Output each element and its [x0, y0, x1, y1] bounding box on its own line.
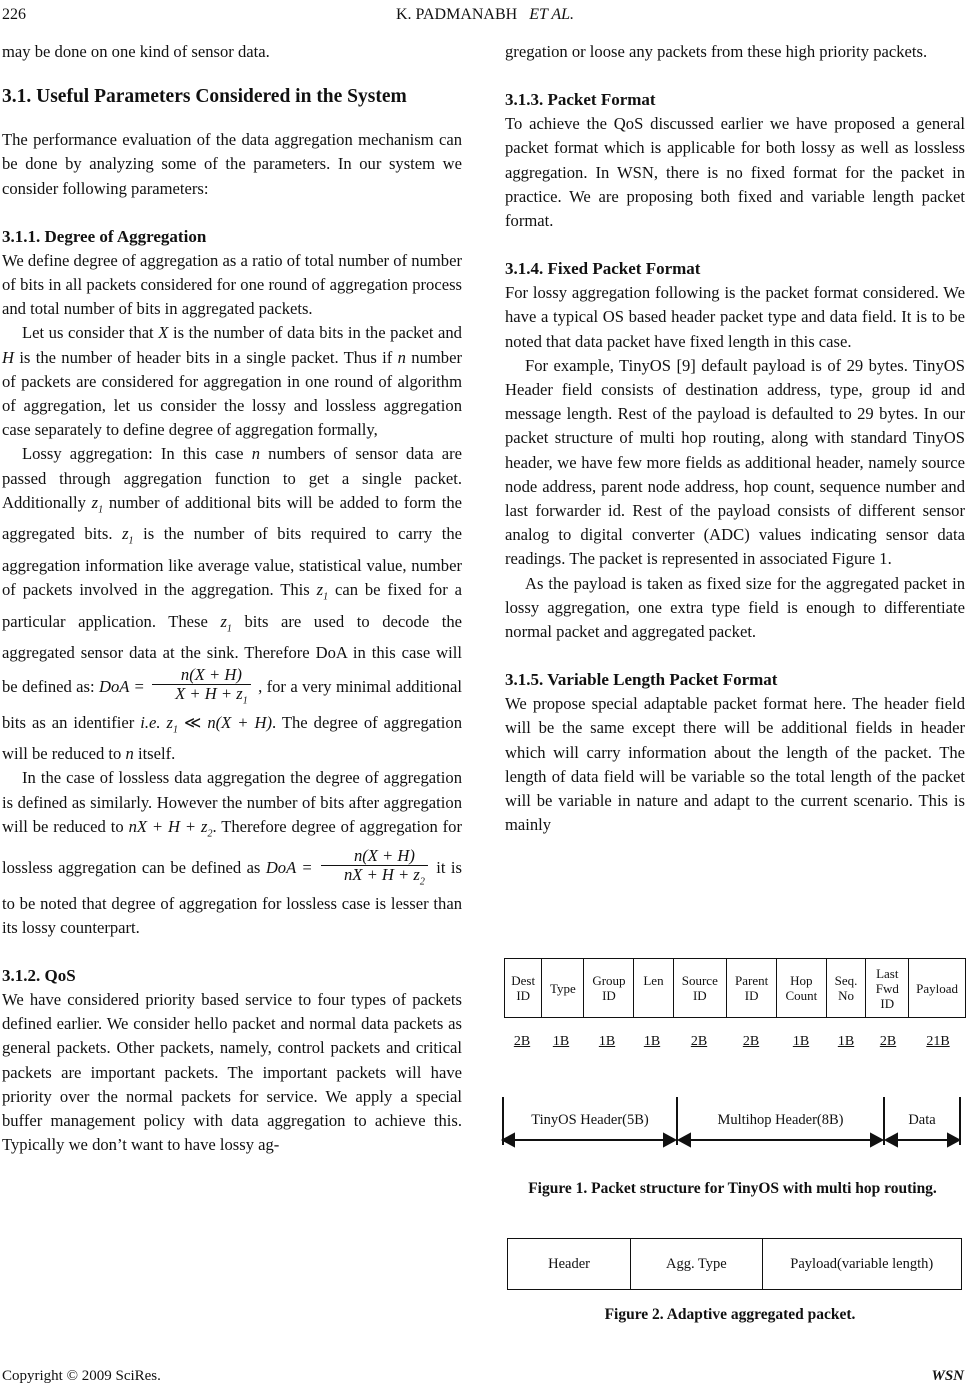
field-size: 2B: [513, 1034, 531, 1049]
field-dest-id: Dest ID: [505, 959, 542, 1018]
section-heading-3-1-4: 3.1.4. Fixed Packet Format: [505, 259, 701, 279]
paragraph: As the payload is taken as fixed size for the aggregated packet in lossy aggregation, one extra type field is enough to differentiate normal packet and aggregated packet.: [505, 573, 965, 642]
continuation-text: may be done on one kind of sensor data.: [2, 42, 270, 61]
multihop-header-label: Multihop Header(8B): [717, 1112, 844, 1128]
right-column: [505, 40, 965, 837]
field-size: 2B: [879, 1034, 897, 1049]
field-hop-count: Hop Count: [777, 959, 827, 1018]
equation-lossy-doa: DoA = $\frac{n(X + H)}{X + H + z_1}$: [99, 677, 258, 696]
field-size: 1B: [643, 1034, 661, 1049]
paragraph: For example, TinyOS [9] default payload is of 29 bytes. TinyOS Header field consists of destination address, type, group id and message length. Rest of the payload is defaulted to 29 bytes. In our packet structure of multi hop routing, along with standard TinyOS header, we have few more fields as additional header, namely source node address, parent node address, hop count, sequence number and last forwarder id. Rest of the payload consists of different sensor analog to digital converter (ADC) values indicating sensor data readings. The packet is represented in associated Figure 1.: [505, 355, 965, 569]
journal-name: WSN: [931, 1368, 964, 1384]
copyright-notice: Copyright © 2009 SciRes.: [2, 1368, 161, 1384]
section-heading-3-1: 3.1. Useful Parameters Considered in the System: [2, 86, 407, 108]
paragraph: The performance evaluation of the data aggregation mechanism can be done by analyzing some of the parameters. In our system we consider following parameters:: [2, 130, 462, 198]
field-seq-no: Seq. No: [826, 959, 866, 1018]
paragraph: In the case of lossless data aggregation the degree of aggregation is defined as similarly. However the number of bits after aggregation will be reduced to nX + $H + z_2$. Therefore degree of aggregation for lossless aggregation can be defined as DoA = $\frac{n(X + H)}{nX + H + z_2}$ it is to be noted that degree of aggregation for lossless case is lesser than its lossy counterpart.: [2, 768, 463, 937]
field-agg-type: Agg. Type: [631, 1239, 762, 1290]
field-size: 1B: [598, 1034, 616, 1049]
paragraph: Lossy aggregation: In this case n numbers of sensor data are passed through aggregation function to get a single packet. Additionally $z_1$ number of additional bits will be added to form the aggregated bits. $z_1$ is the number of bits required to carry the aggregation information like average value, statistical value, number of packets involved in the aggregation. This $z_1$ can be fixed for a particular application. These $z_1$ bits are used to decode the aggregated sensor data at the sink. Therefore DoA in this case will be defined as: DoA = $\frac{n(X + H)}{X + H + z_1}$ , for a very minimal additional bits as an identifier i.e. $z_1$ ≪ n(X + H). The degree of aggregation will be reduced to n itself.: [2, 444, 463, 764]
figure-1-packet-table: [504, 958, 966, 1018]
paragraph: To achieve the QoS discussed earlier we have proposed a general packet format which is applicable for both lossy as well as lossless aggregation. In WSN, there is no fixed format for the packet in practice. We are proposing both fixed and variable length packet format.: [505, 114, 965, 231]
section-heading-3-1-1: 3.1.1. Degree of Aggregation: [2, 226, 207, 246]
running-head-authors: [0, 6, 970, 24]
field-size: 2B: [742, 1034, 760, 1049]
field-payload-variable: Payload(variable length): [762, 1239, 961, 1290]
field-size: 21B: [926, 1034, 950, 1049]
field-source-id: Source ID: [673, 959, 727, 1018]
paragraph: We define degree of aggregation as a ratio of total number of number of bits in all packets considered for one round of aggregation process and total number of bits in aggregated packets.: [2, 250, 462, 319]
paragraph: Let us consider that X is the number of data bits in the packet and H is the number of header bits in a single packet. Thus if n number of packets are considered for aggregation in one round of algorithm of aggregation, let us consider the lossy and lossless aggregation case separately to define degree of aggregation formally,: [2, 323, 462, 440]
field-type: Type: [542, 959, 584, 1018]
field-size: 2B: [690, 1034, 708, 1049]
tinyos-header-label: TinyOS Header(5B): [531, 1112, 649, 1128]
double-arrow-icon: [490, 1130, 970, 1150]
author-name: K. PADMANABH: [396, 6, 518, 23]
equation-lossless-doa: DoA = $\frac{n(X + H)}{nX + H + z_2}$: [266, 858, 436, 877]
field-parent-id: Parent ID: [727, 959, 777, 1018]
continuation-text: gregation or loose any packets from these high priority packets.: [505, 42, 928, 61]
field-payload: Payload: [909, 959, 966, 1018]
paragraph: For lossy aggregation following is the packet format considered. We have a typical OS based header packet type and data field. It is to be noted that data packet have fixed length in this case.: [505, 283, 965, 351]
section-heading-3-1-5: 3.1.5. Variable Length Packet Format: [505, 670, 778, 690]
figure-1-field-sizes: [504, 1034, 966, 1054]
field-group-id: Group ID: [584, 959, 634, 1018]
author-suffix: ET AL.: [529, 6, 574, 23]
figure-2-caption: Figure 2. Adaptive aggregated packet.: [604, 1306, 856, 1323]
data-label: Data: [908, 1112, 936, 1128]
field-size: 1B: [552, 1034, 570, 1049]
field-header: Header: [508, 1239, 631, 1290]
paragraph: We propose special adaptable packet format here. The header field will be the same except there will be additional fields in header which will carry information about the length of the packet. The length of data field will be variable so the total length of the packet will be variable in nature and adapt to the current scenario. This is mainly: [505, 694, 965, 835]
field-len: Len: [634, 959, 673, 1018]
field-size: 1B: [792, 1034, 810, 1049]
section-heading-3-1-2: 3.1.2. QoS: [2, 966, 76, 986]
field-last-fwd-id: Last Fwd ID: [866, 959, 909, 1018]
paragraph: We have considered priority based service to four types of packets defined earlier. We consider hello packet and normal data packets as general packets. Other packets, namely, control packets and critical packets are important packets. The important packets will have priority over the normal packets for service. We apply a special buffer management policy with data aggregation to achieve this. Typically we don’t want to have lossy ag-: [2, 990, 462, 1155]
left-column: [2, 40, 462, 1157]
figure-2-packet-table: [507, 1238, 962, 1290]
page-number: 226: [2, 6, 26, 23]
field-size: 1B: [837, 1034, 855, 1049]
figure-1-caption: Figure 1. Packet structure for TinyOS with multi hop routing.: [528, 1180, 937, 1197]
section-heading-3-1-3: 3.1.3. Packet Format: [505, 90, 656, 110]
